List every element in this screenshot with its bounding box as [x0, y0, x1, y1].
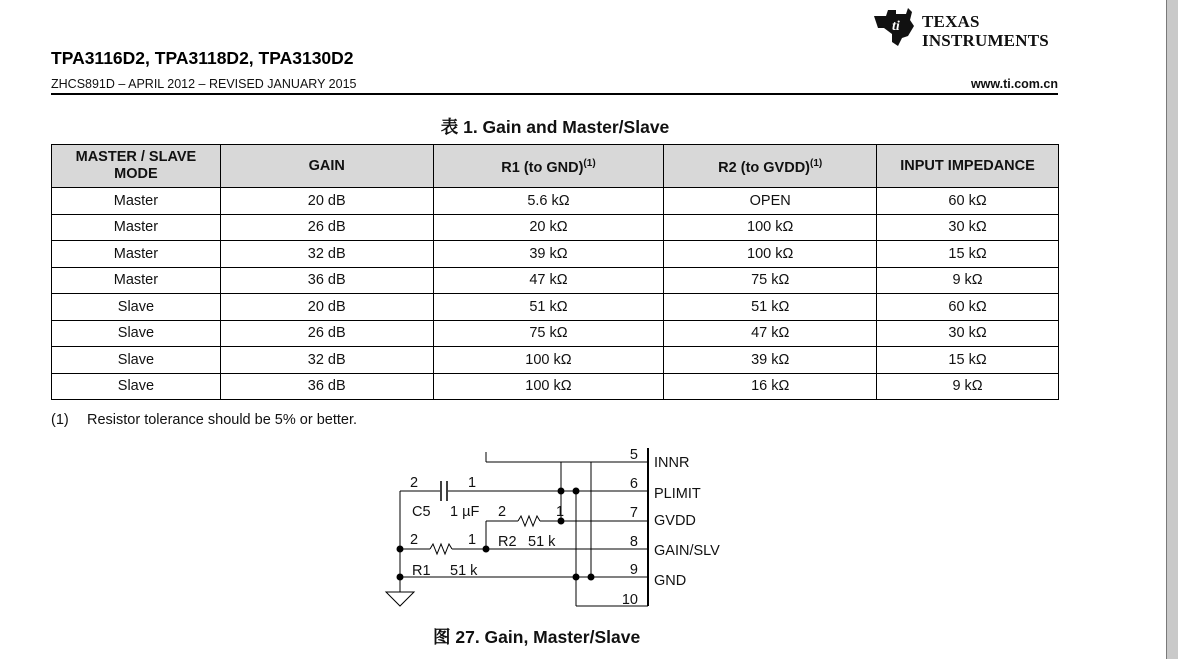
- r1-pin1: 1: [468, 532, 477, 548]
- logo-line-1: TEXAS: [922, 12, 980, 31]
- svg-text:ti: ti: [892, 19, 900, 34]
- table-row: [52, 241, 1059, 268]
- r1-name: R1: [412, 563, 431, 579]
- table-row: [52, 267, 1059, 294]
- footnote-ref[interactable]: (1): [583, 158, 596, 170]
- cell-r1: 20 kΩ: [433, 214, 664, 241]
- r2-name: R2: [498, 534, 517, 550]
- gain-schematic: [380, 440, 740, 620]
- r2-pin1: 1: [556, 504, 565, 520]
- cell-r1: 5.6 kΩ: [433, 188, 664, 215]
- header-impedance: INPUT IMPEDANCE: [877, 145, 1059, 188]
- figure-title: 图 27. Gain, Master/Slave: [433, 627, 641, 647]
- pin-name: PLIMIT: [654, 486, 701, 502]
- cell-mode: Master: [52, 188, 221, 215]
- table-row: [52, 214, 1059, 241]
- ground-icon: [386, 577, 414, 606]
- cell-gain: 26 dB: [220, 320, 433, 347]
- cell-impedance: 60 kΩ: [877, 294, 1059, 321]
- header-gain: GAIN: [220, 145, 433, 188]
- cell-r2: 39 kΩ: [664, 347, 877, 374]
- cell-gain: 36 dB: [220, 267, 433, 294]
- c5-pin1: 1: [468, 475, 477, 491]
- cell-mode: Slave: [52, 294, 221, 321]
- header-r1: R1 (to GND)$^{(1)}$: [433, 145, 664, 188]
- cell-impedance: 30 kΩ: [877, 214, 1059, 241]
- c5-pin2: 2: [410, 475, 419, 491]
- cell-r1: 75 kΩ: [433, 320, 664, 347]
- cell-gain: 26 dB: [220, 214, 433, 241]
- pin-name: GND: [654, 573, 687, 589]
- cell-gain: 20 dB: [220, 188, 433, 215]
- cell-mode: Slave: [52, 320, 221, 347]
- pin-name: INNR: [654, 455, 690, 471]
- cell-impedance: 60 kΩ: [877, 188, 1059, 215]
- header-r2: R2 (to GVDD)$^{(1)}$: [664, 145, 877, 188]
- cell-r2: OPEN: [664, 188, 877, 215]
- header-divider: [51, 93, 1058, 95]
- r2-pin2: 2: [498, 504, 507, 520]
- pin-number: 9: [629, 562, 638, 578]
- cell-gain: 32 dB: [220, 241, 433, 268]
- footnote-text: Resistor tolerance should be 5% or better.: [87, 412, 358, 428]
- ti-state-icon: [872, 6, 918, 48]
- cell-impedance: 15 kΩ: [877, 241, 1059, 268]
- cell-impedance: 30 kΩ: [877, 320, 1059, 347]
- header-mode: MASTER / SLAVE MODE: [52, 145, 221, 188]
- footnote-ref[interactable]: (1): [810, 158, 823, 170]
- pin-number: 7: [629, 505, 638, 521]
- cell-mode: Master: [52, 267, 221, 294]
- pin-name: GVDD: [654, 513, 696, 529]
- cell-r1: 100 kΩ: [433, 347, 664, 374]
- pin-number: 6: [629, 476, 638, 492]
- cell-mode: Master: [52, 241, 221, 268]
- cell-r2: 100 kΩ: [664, 241, 877, 268]
- page-edge-scrollbar[interactable]: [1166, 0, 1178, 659]
- r2-value: 51 k: [528, 534, 556, 550]
- r1-pin2: 2: [410, 532, 419, 548]
- cell-r2: 75 kΩ: [664, 267, 877, 294]
- table-row: [52, 294, 1059, 321]
- document-id: ZHCS891D – APRIL 2012 – REVISED JANUARY 2015: [51, 77, 357, 91]
- table-header-row: [52, 145, 1059, 188]
- ti-logo: [872, 6, 1062, 50]
- cell-r2: 100 kΩ: [664, 214, 877, 241]
- cell-r2: 51 kΩ: [664, 294, 877, 321]
- cell-impedance: 9 kΩ: [877, 267, 1059, 294]
- part-numbers: TPA3116D2, TPA3118D2, TPA3130D2: [51, 48, 354, 68]
- cell-impedance: 9 kΩ: [877, 373, 1059, 400]
- cell-r1: 51 kΩ: [433, 294, 664, 321]
- cell-gain: 36 dB: [220, 373, 433, 400]
- pin-number: 5: [629, 447, 638, 463]
- table-row: [52, 188, 1059, 215]
- table-title: 表 1. Gain and Master/Slave: [440, 117, 670, 137]
- r1-value: 51 k: [450, 563, 478, 579]
- table-row: [52, 373, 1059, 400]
- cell-r1: 47 kΩ: [433, 267, 664, 294]
- cell-gain: 20 dB: [220, 294, 433, 321]
- cell-r2: 47 kΩ: [664, 320, 877, 347]
- pin-name: GAIN/SLV: [654, 543, 720, 559]
- cell-r1: 39 kΩ: [433, 241, 664, 268]
- c5-value: 1 µF: [450, 504, 480, 520]
- table-row: [52, 347, 1059, 374]
- gain-table: [51, 144, 1059, 400]
- pin-number: 8: [629, 534, 638, 550]
- cell-impedance: 15 kΩ: [877, 347, 1059, 374]
- table-row: [52, 320, 1059, 347]
- cell-r1: 100 kΩ: [433, 373, 664, 400]
- pin-number: 10: [621, 592, 638, 608]
- footnote-marker: (1): [51, 412, 69, 428]
- cell-gain: 32 dB: [220, 347, 433, 374]
- cell-mode: Slave: [52, 347, 221, 374]
- table-footnote: [51, 412, 357, 428]
- logo-line-2: INSTRUMENTS: [922, 31, 1049, 50]
- website-link[interactable]: www.ti.com.cn: [970, 77, 1058, 91]
- cell-mode: Slave: [52, 373, 221, 400]
- cell-r2: 16 kΩ: [664, 373, 877, 400]
- cell-mode: Master: [52, 214, 221, 241]
- c5-name: C5: [412, 504, 431, 520]
